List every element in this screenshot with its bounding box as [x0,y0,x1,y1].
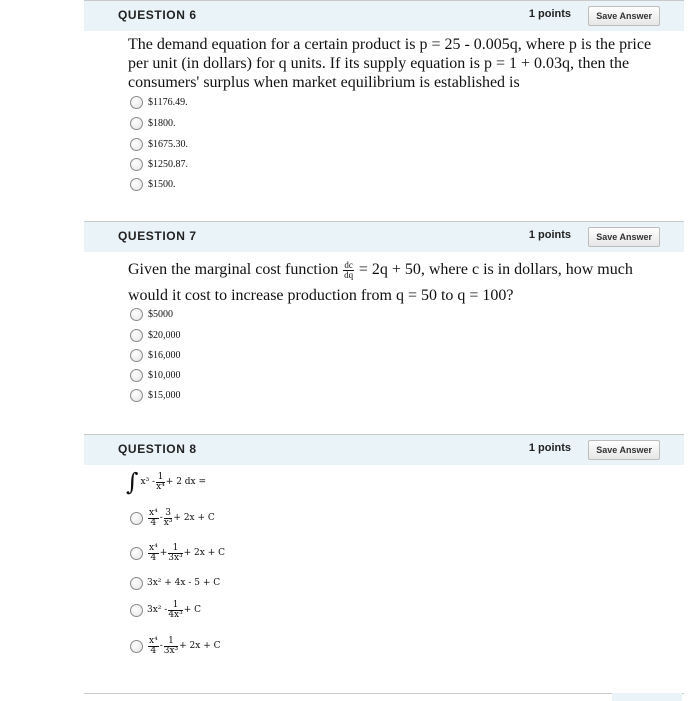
radio-button[interactable] [130,158,143,171]
fraction [168,601,182,620]
question-7-option-5[interactable] [130,387,181,403]
fraction-denominator: 4 [150,552,157,563]
question-7-header [84,221,684,252]
integral-term-a: x³ - [140,477,156,487]
fraction-numerator: dc [344,259,353,270]
radio-button[interactable] [130,308,143,321]
next-question-divider [84,693,684,694]
radio-button[interactable] [130,178,143,191]
question-8-points: 1 points [528,442,571,454]
operator: - [159,641,163,651]
fraction-numerator: 1 [164,637,178,647]
term-rest: + 2x + C [173,513,215,523]
fraction-numerator: x⁴ [149,635,158,646]
question-8-header [84,434,684,465]
operator: - [159,513,163,523]
radio-button[interactable] [130,369,143,382]
question-8-integral [126,468,206,496]
question-6-text: The demand equation for a certain product is p = 25 - 0.005q, where p is the price per unit (in dollars) for q units. If its supply equation is p = 1 + 0.03q, then the consumers' surplus when market equilibrium is established is [128,36,652,91]
integral-term-b: + 2 dx = [165,477,207,487]
integral-sign: ∫ [126,468,139,496]
option-expression [147,637,221,656]
question-7-text-prefix: Given the marginal cost function [128,261,339,278]
question-7-option-2[interactable] [130,327,181,343]
option-label: $16,000 [148,349,181,361]
fraction-numerator: 3 [165,507,171,518]
question-6-save-button[interactable]: Save Answer [588,6,660,26]
question-7-points: 1 points [528,229,571,241]
radio-button[interactable] [130,117,143,130]
fraction-numerator: x⁴ [149,542,158,553]
fraction [164,509,173,528]
term-rest: + C [183,605,202,615]
option-expression [147,509,215,528]
radio-button[interactable] [130,349,143,362]
term-rest: + 2x + C [179,641,221,651]
question-8-save-button[interactable]: Save Answer [588,440,660,460]
radio-button[interactable] [130,547,143,560]
fraction [164,637,178,656]
radio-button[interactable] [130,512,143,525]
fraction-denominator: 3x³ [168,552,183,563]
fraction-denominator: 4 [150,645,157,656]
question-6-option-5[interactable] [130,176,176,192]
option-label: $5000 [148,308,173,320]
option-label: $1500. [148,178,176,190]
fraction [148,637,159,656]
term-pre: 3x² - [147,605,168,615]
option-label: $1176.49. [148,96,188,108]
question-7-option-4[interactable] [130,367,181,383]
fraction-denominator: x⁴ [156,481,165,492]
question-8-label: QUESTION 8 [118,442,197,456]
fraction-numerator: 1 [157,471,164,482]
derivative-fraction [343,261,354,280]
fraction [148,544,159,563]
term-rest: + 2x + C [183,548,226,558]
option-expression: 3x² + 4x - 5 + C [147,578,221,588]
option-label: $10,000 [148,369,181,381]
question-8-option-2[interactable] [130,540,225,566]
question-7-save-button[interactable]: Save Answer [588,227,660,247]
question-6-option-3[interactable] [130,136,188,152]
question-7-text-suffix: = 2q + 50, where c is in dollars, how much would it cost to increase production from q = 50 to q = 100? [128,261,633,304]
question-7-text [128,257,663,309]
question-7-option-3[interactable] [130,347,181,363]
option-label: $1250.87. [148,158,188,170]
fraction-denominator: 4x³ [168,609,183,620]
question-8-option-1[interactable] [130,505,215,531]
question-6-option-1[interactable] [130,94,188,110]
fraction-numerator: 1 [168,601,182,611]
option-label: $1800. [148,117,176,129]
question-6-option-2[interactable] [130,115,176,131]
fraction [168,544,182,563]
option-label: $1675.30. [148,138,188,150]
fraction-denominator: 4 [150,517,157,528]
option-expression [147,544,225,563]
operator: + [159,548,168,558]
question-7-label: QUESTION 7 [118,229,197,243]
radio-button[interactable] [130,138,143,151]
fraction-numerator: 1 [168,544,182,554]
fraction [148,509,159,528]
question-6-points: 1 points [528,8,571,20]
question-7-option-1[interactable] [130,306,173,322]
option-label: $15,000 [148,389,181,401]
radio-button[interactable] [130,329,143,342]
question-6-option-4[interactable] [130,156,188,172]
question-6-label: QUESTION 6 [118,8,197,22]
integral-fraction [156,473,165,492]
question-8-option-4[interactable] [130,597,201,623]
radio-button[interactable] [130,604,143,617]
fraction-denominator: dq [344,269,354,280]
question-8-option-5[interactable] [130,633,221,659]
radio-button[interactable] [130,96,143,109]
radio-button[interactable] [130,640,143,653]
radio-button[interactable] [130,577,143,590]
fraction-denominator: 3x³ [163,645,179,656]
option-label: $20,000 [148,329,181,341]
question-6-header [84,0,684,31]
question-8-option-3[interactable] [130,575,220,591]
option-expression [147,601,201,620]
fraction-numerator: x⁴ [149,507,158,518]
radio-button[interactable] [130,389,143,402]
fraction-denominator: x³ [163,517,173,528]
